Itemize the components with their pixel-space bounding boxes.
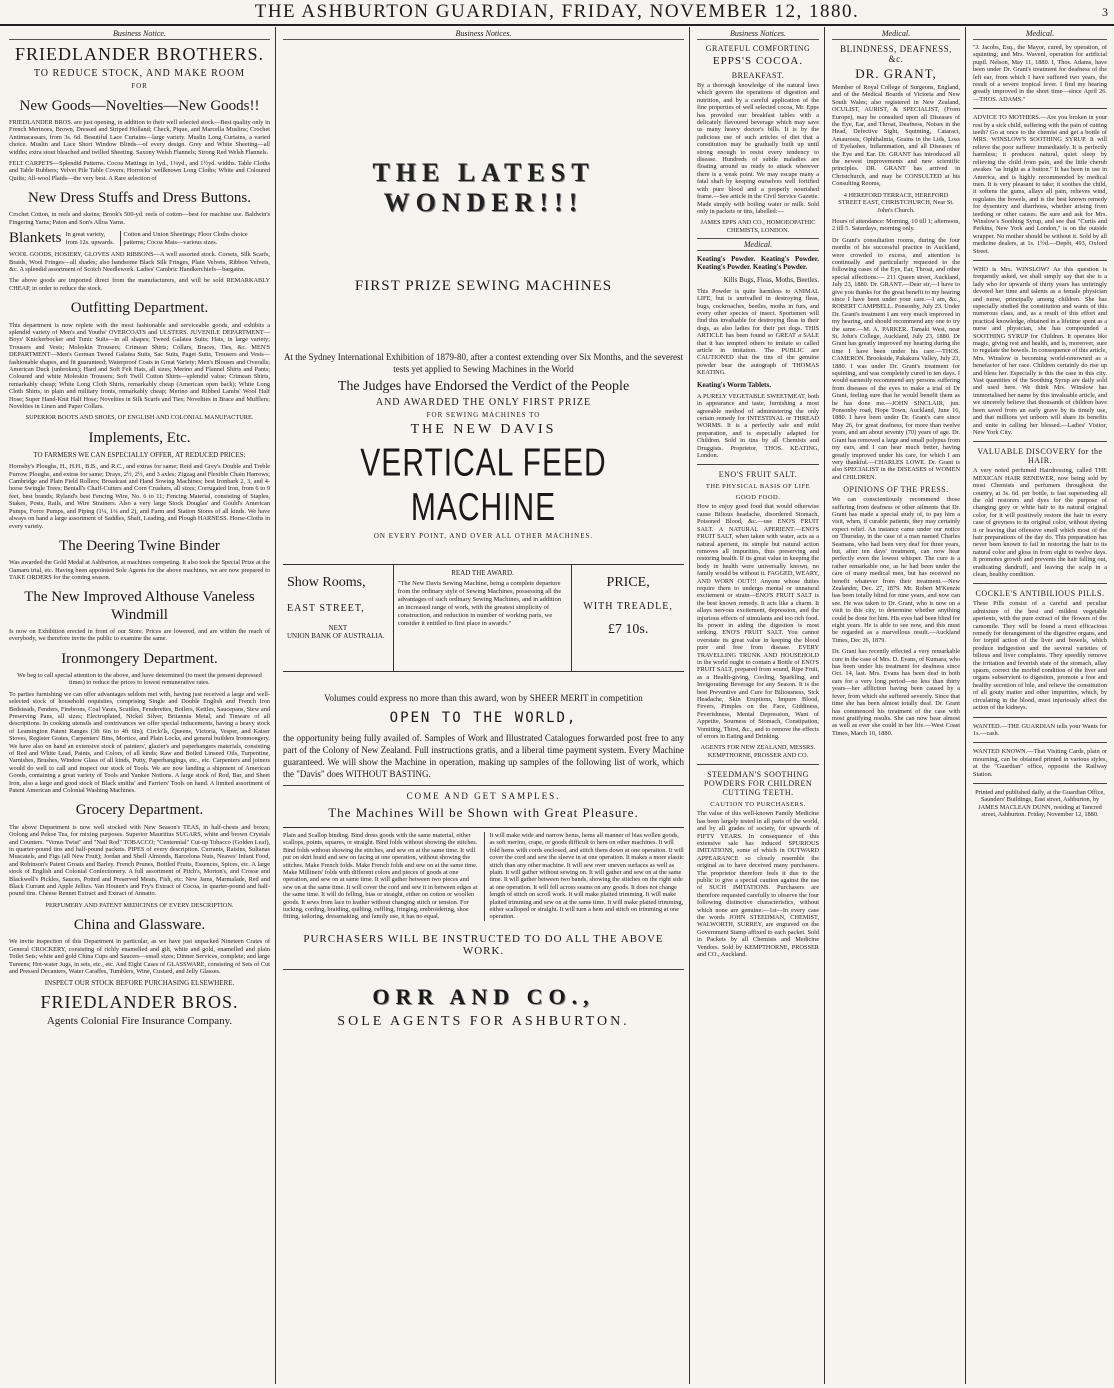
worm-tablets-heading: Keating's Worm Tablets. xyxy=(697,380,771,389)
cockle-heading: COCKLE'S ANTIBILIOUS PILLS. xyxy=(975,589,1105,599)
grocery-text: The above Department is now well stocked with New Season's TEAS, in half-chests and boxes; Oolong and Pekoe Tea, for mixing purposes. Superior Mauritius SUGARS, white and brown Crystals and Counters. "Venus Twist" and "Nail Rod" TOBACCO; "Centennial" Cut-up Tobacco (Golden Leaf), in quarter-pound tins and half-pound packets. PIPES of every description. Currants, Raisins, Sultanas Muscatels, and Figs (all New Fruit); Jordan and Shell Almonds, Barcelona Nuts, Neaves' Infant Food, and Robinson's Patent Groats and Barley. French Prunes, Bottled Fruits, Essences, Spices, etc. A large stock of English and Colonial Confectionery. A full assortment of Pitch's, Morton's, and Crosse and Blackwell's Pickles, Sauces, Potted and Preserved Meats, Fish, etc. New Jams, Marmalade, Red and Black Currant and Apple Jellies. Van Houten's and Fry's Extract of Cocoa, in quarter-pound and half-pound tins. Cheese Rennet Extract and Extract of Annatto. xyxy=(9,823,270,898)
column-dr-grant xyxy=(827,27,966,1384)
east-street-label: EAST STREET, xyxy=(287,603,365,614)
divider xyxy=(973,441,1107,442)
worm-tablets-text: A PURELY VEGETABLE SWEETMEAT, both in appearance and taste, furnishing a most agreeable method of administering the only certain remedy for INTESTINAL or THREAD WORMS. It is a perfectly safe and mild preparation, and is especially adapted for Children. Sold in tins by all Chemists and Druggists. Proprietor, THOS. KEATING, London. xyxy=(697,392,819,460)
dr-grant-heading: DR. GRANT, xyxy=(855,66,937,81)
superior-boots: SUPERIOR BOOTS AND SHOES, OF ENGLISH AND COLONIAL MANUFACTURE. xyxy=(25,414,254,422)
read-award-heading: READ THE AWARD. xyxy=(451,569,514,577)
open-to-world: OPEN TO THE WORLD, xyxy=(389,710,578,726)
blankets-note: In great variety, from 12s. upwards. xyxy=(65,231,115,246)
divider xyxy=(973,260,1107,261)
page-number: 3 xyxy=(1102,5,1108,19)
farmers-offer: TO FARMERS WE CAN ESPECIALLY OFFER, AT REDUCED PRICES: xyxy=(33,451,246,460)
ironmongery-text: To parties furnishing we can offer advantages seldom met with, having just received a large and well-selected stock of household requisites, comprising Single and Double English and French Iron Bedsteads, Fenders, Firebrons, Coal Vases, Scuttles, Fenderettes, Boilers, Kettles, Saucepans, Stew and Preserving Pans, all sizes; Electroplated, Nickel Silver, Britannia Metal, and Tinware of all descriptions. In cooking utensils and contrivances we offer special inducements, having a heavy stock of Leamington Patent Ranges (3ft 6in to 4ft 6in); Circlo'ls, Queens, Victoria, Vesper, and Kaiser Stoves, Register Grates, Carpenters' Bins, Mortice, and Plain Locks, and general builders Ironmongery. We have also on hand an extensive stock of painters', glazier's and paperhangers materials, consisting of Red and White Lead, Paints, and Colors, of all kinds; Raw and Boiled Linseed Oils, Turpentine, Varnishes, Brushes, Window Glass of all kinds, Putty, Paperhangings, etc., etc. Carpenters and joiners would do well to call and inspect our stock of Tools. We are now landing a shipment of American Goods, containing a great variety of Tools and Yankee Notions. A large stock of Rod, Bar, and Sheet Iron, also a large and good stock of Black smiths' and Farriers' Tools on hand. A limited assortment of Patent American and Colonial Washing Machines. xyxy=(9,690,270,795)
implements-heading: Implements, Etc. xyxy=(88,429,191,446)
inspect-stock: INSPECT OUR STOCK BEFORE PURCHASING ELSEWHERE. xyxy=(44,979,235,988)
vertical-feed-heading: VERTICAL FEED MACHINE xyxy=(360,441,607,529)
opinions-heading: OPINIONS OF THE PRESS. xyxy=(843,485,949,495)
every-point: ON EVERY POINT, AND OVER ALL OTHER MACHINES. xyxy=(373,532,594,540)
work-list-left: Plain and Scallop binding. Bind dress goods with the same material, either scallops, points, squares, or straight. Bind folds without showing the stitches. Bind folds without showing the stitches, and sew on at the same time. It will put on skirt braid and sew on facing at one operation, without showing the stitches. Make French folds. Make French folds and sew on at the same time. Make Milliners' folds with different colors and pieces of goods at one operation, and sew on at same time. It will gather between two pieces and sew on at the same time. It will cover the cord and sew it in between edges at the same time. It will do felling, bias or straight, either on cotton or woollen goods. It sews from lace to leather without changing stitch or tension. For tucking, cording, braiding, quilting, ruffling, fringing, embroidering, shoe fitting, tailoring, dressmaking, and family use, it has no equal. xyxy=(283,832,478,921)
with-treadle-label: WITH TREADLE, xyxy=(583,601,673,612)
show-rooms-label: Show Rooms, xyxy=(287,575,366,590)
who-is-winslow: WHO is Mrs. WINSLOW? As this question is frequently asked, we shall simply say that she is a lady who for upwards of thirty years has untiringly devoted her time and talents as a female physician and nurse, principally among children. She has especially studied the constitution and wants of this numerous class, and, as a result of this effort and practical knowledge, obtained in a lifetime spent as a nurse and physician, she has compounded a SOOTHING SYRUP for Children. It operates like magic, giving rest and health, and is, moreover, sure to regulate the bowels. In consequence of this article, Mrs. Winslow is becoming world-renowned as a benefactor of her race. Children certainly do rise up and bless her. Especially is this the case in this city. Vast quantities of the Soothing Syrup are daily sold and used here. We think Mrs. Winslow has immortalised her name by this invaluable article, and we sincerely believe that thousands of children have been saved from an early grave by its timely use, and that millions yet unborn will share its benefits and unite in calling her blessed.—Ladies' Visitor, New York City. xyxy=(973,265,1107,436)
divider xyxy=(283,785,684,786)
column-heading: Business Notices. xyxy=(283,29,684,40)
kills-list: Kills Bugs, Fleas, Moths, Beetles. xyxy=(723,275,819,284)
blankets-heading: Blankets xyxy=(9,230,62,247)
felt-carpets: FELT CARPETS—Splendid Patterns. Cocoa Mattings in 1yd., 1¼yd., and 1½yd. widths. Table Cloths and Table Rubbers; Velvet Pile Table Covers; Horrocks' wellknown Long Cloths; White and Coloured Quilts; All-wool Plaids—the very best. A Rare selection of xyxy=(9,159,270,182)
eno-agents: AGENTS FOR NEW ZEALAND, MESSRS. KEMPTHORNE, PROSSER AND CO. xyxy=(700,744,816,759)
althouse-heading: The New Improved Althouse Vaneless Windmill xyxy=(24,589,255,623)
outfitting-heading: Outfitting Department. xyxy=(70,300,209,317)
wanted-guardian: WANTED.—THE GUARDIAN tells your Wants for 1s.—cash. xyxy=(973,722,1107,737)
implements-text: Hornsby's Ploughs, H., H.H., B.B., and R.C., and extras for same; Reid and Grey's Double and Treble Furrow Ploughs, and extras for same; Drays, 2½, 2½, and 3 axles; Zigzag and Flexible Chain Harrows; Cambridge and Plain Field Rollers; Broadcast and Hand Sowing Machines; best Ironbark 2, 3, and 4-horse Swingle Trees; Bentall's Chaff-Cutters and Corn Crushers, all sizes; Corrugated Iron, from 6 to 9 feet, best brands; Ryland's best Fencing Wire, No. 6 to 11; Fencing Material, consisting of Staples, Stakes, Posts, Rails, and Wire Strainers. Also a very large Stock Douglas' and Gould's American Pumps, Force Pumps, and Piping (1¼, 1¼ and 2), and Farm and Station Stores of all kinds. We have always on hand a large assortment of Saddles, Shaft, Leading, and Plough HARNESS. Horse-Cloths in every variety. xyxy=(9,463,270,530)
china-text: We invite inspection of this Department in particular, as we have just unpacked Nineteen Crates of General CROCKERY, consisting of richly enamelled and gilt, white and gold, enamelled and plain Toilet Sets; white and gold China Cups and Saucers—small sizes; Dinner Services, complete; and large Tureens; Hot-water Jugs, in sets, etc., etc. And Eight Cases of GLASSWARE, consisting of Sets of Cut and Pressed Decanters, Water Caraffes, Tumblers, Wine, Custard, and Jelly Glasses. xyxy=(9,938,270,976)
price-amount: £7 10s. xyxy=(607,622,649,637)
orr-and-co: ORR AND CO., xyxy=(372,983,595,1009)
cockle-text: These Pills consist of a careful and peculiar admixture of the best and mildest vegetable aperients, with the pure extract of the flowers of the camomile. They will be found a most efficacious remedy for derangement of the digestive organs, and for torpid action of the liver and bowels, which produce indigestion and the several varieties of bilious and liver complaints. They speedily remove the irritation and feverish state of the stomach, allay spasm, correct the morbid condition of the liver and organs subservient to digestion, promote a free and healthy secretion of bile, and relieve the constitution of all gouty matter and other impurities, which, by circulating in the blood, must injuriously affect the action of the kidneys. xyxy=(973,600,1107,712)
purchasers-instructed: PURCHASERS WILL BE INSTRUCTED TO DO ALL THE ABOVE WORK. xyxy=(303,932,664,957)
column-heading: Medical. xyxy=(973,29,1107,40)
column-heading: Business Notice. xyxy=(9,29,270,40)
grant-intro: Member of Royal College of Surgeons, England, and of the Medical Boards of Victoria and New South Wales; also registered in New Zealand, OCULIST, AURIST, & SPECIALIST, (From Europe), may be consulted upon all Diseases of the Eye, Ear, and Throat, Deafness, Noises in the Head, Defective Sight, Squinting, Cataract, Amaurosis, Ophthalmia, Grains in the Lids, Loss of Eyelashes, Inflammation, and all Diseases of the Eye and Ear. Dr. GRANT has introduced all the newest improvements and new scientific principles. DR. GRANT has arrived in Christchurch, and may be CONSULTED at his Consulting Rooms, xyxy=(832,84,960,188)
crochet-text: Crochet Cotton, in reels and skeins; Brook's 500-yd. reels of cotton—best for machine use. Baldwin's Fingering Yarns; Paton and Son's Alloa Yarns. xyxy=(9,211,270,226)
agents-fire-insurance: Agents Colonial Fire Insurance Company. xyxy=(46,1015,233,1028)
divider xyxy=(973,108,1107,109)
blindness-heading: BLINDNESS, DEAFNESS, &c. xyxy=(840,44,952,64)
epps-address: JAMES EPPS AND CO., HOMOEOPATHIC CHEMISTS, LONDON. xyxy=(700,219,816,234)
judges-endorsed: The Judges have Endorsed the Verdict of the People xyxy=(337,379,630,394)
divider xyxy=(697,764,819,765)
opinions-text: We can conscientiously recommend those suffering from deafness or other ailments that Dr. Grant has made a special study of, to pay him a visit, when, if curable patients, they may certainly expect relief. An instance came under our notice on Thursday, in the case of a man named Charles Seamans, who had been very deaf for three years, but, after ten days' treatment, can now hear perfectly even the lowest whisper. The cure is a rather remarkable one, as he had been under the care of many medical men, but has received no benefit whatever from their treatment.—New Zealander, Dec. 27, 1879. Mr. Robert M'Kenzie has been totally blind for nine years, and now can see. He was taken to Dr. Grant, who is now on a visit to this city, to determine whether anything could be done for him. His eyes had been blind for eight years. He is able to see now, and this must be regarded as a marvellous result.—Auckland Times, Dec 26, 1879. xyxy=(832,496,960,644)
deering-text: Was awarded the Gold Medal at Ashburton, at machines competing. It also took the Special Prize at the Oamaru trial, etc. Having been appointed Sole Agents for the above machines, we are now prepared to TAKE ORDERS for the coming season. xyxy=(9,559,270,581)
come-get-samples: COME AND GET SAMPLES. xyxy=(406,791,561,801)
price-box xyxy=(572,565,684,671)
grant-terrace: 4 HEREFORD TERRACE, HEREFORD STREET EAST, CHRISTCHURCH, Near St. John's Church. xyxy=(838,191,954,214)
eno-heading: ENO'S FRUIT SALT. xyxy=(718,470,798,480)
work-list xyxy=(283,827,684,921)
volumes-text: Volumes could express no more than this award, won by SHEER MERIT in competition xyxy=(324,693,643,703)
epps-text: By a thorough knowledge of the natural laws which govern the operations of digestion and nutrition, and by a careful application of the fine properties of well selected cocoa, Mr. Epps has provided our breakfast tables with a delicately flavoured beverage which may save us many heavy doctor's bills. It is by the judicious use of such articles of diet that a constitution may be gradually built up until strong enough to resist every tendency to disease. Hundreds of subtle maladies are floating around us ready to attack wherever there is a weak point. We may escape many a fatal shaft by keeping ourselves well fortified with pure blood and a properly nourished frame.—See article in the Civil Service Gazette. Made simply with boiling water or milk. Sold only in packets or tins, labelled:— xyxy=(697,82,819,215)
ironmongery-intro: We beg to call special attention to the above, and have determined (to meet the present depressed times) to reduce the prices to lowest remunerative rates. xyxy=(17,671,262,687)
machines-shown: The Machines Will be Shown with Great Pleasure. xyxy=(328,805,639,820)
price-label: PRICE, xyxy=(606,575,650,590)
friedlander-bottom: FRIEDLANDER BROS. xyxy=(40,991,239,1012)
sole-agents: SOLE AGENTS FOR ASHBURTON. xyxy=(337,1013,630,1029)
wanted-known: WANTED KNOWN.—That Visiting Cards, plain or mourning, can be obtained printed in various styles, at the "Guardian" office, opposite the Railway Station. xyxy=(973,748,1107,778)
valuable-discovery-heading: VALUABLE DISCOVERY for the HAIR. xyxy=(977,447,1103,466)
steedman-text: The value of this well-known Family Medicine has been largely tested in all parts of the world, and by all grades of society, for upwards of FIFTY YEARS. In consequence of this extensive sale has induced SPURIOUS IMITATIONS, some of which in OUTWARD APPEARANCE so closely resemble the original as to have deceived many purchasers. The proprietor therefore feels it due to the public to give a special caution against the use of SUCH IMITATIONS. Purchasers are therefore requested carefully to observe the four following distinctive characteristics, without which none are genuine:—1st—In every case the words JOHN STEEDMAN, CHEMIST, WALWORTH, SURREY, are engraved on the Government Stamp affixed to each packet. Sold in Packets by all Chemists and Medicine Vendors. Sold by KEMPTHORNE, PROSSER and CO., Auckland. xyxy=(697,810,819,958)
divider xyxy=(697,464,819,465)
epps-cocoa-heading: EPPS'S COCOA. xyxy=(712,55,804,67)
divider xyxy=(283,969,684,970)
eno-subheading: THE PHYSICAL BASIS OF LIFE xyxy=(705,483,811,491)
friedlander-intro: FRIEDLANDER BROS. are just opening, in addition to their well selected stock—Best quality only in French Merinoes, Brown, Dressed and Striped Holland; Check, Pique, and Marcella Muslins; Crochet Antimacassars, from 3s. 6d. Beautiful Lace Curtains—large variety. Muslin Long Curtains, a varied choice. Muslin and Lace Short Window Blinds—of every design. Grey and White Sheeting—all widths; extra stout bleached and twilled Sheeting. Saxony Welsh Flannels; Strong Red Welsh Flannels. xyxy=(9,118,270,156)
column-friedlander xyxy=(4,27,276,1384)
sydney-exhibition-intro: At the Sydney International Exhibition of 1879-80, after a contest extending over Six Months, and the severest tests yet applied to Sewing Machines in the World xyxy=(284,352,683,374)
work-list-right: It will make wide and narrow hems, hems all manner of bias wollen goods, as soft merino, crape, or goods difficult to hem on other machines. It will fold hems with cords enclosed, and stitch them down at one operation. It will cover the cord and sew the sleeve in at one operation. It makes a more elastic stitch than any other machine. It will sew over uneven surfaces as well as plain. It will gather without sewing on. It will gather and sew on at the same time. It will gather between two bands, showing the stitches on the right side at one operation. It will fell across seams on any goods. It does not change length of stitch on scroll work. It will make plaited trimming. It will make plaited trimming and sew on at the same time. It will make plaited trimming, either scalloped or straight. It will turn a hem and stitch on trimming at one operation. xyxy=(484,832,685,921)
showroom-price-box xyxy=(283,564,684,672)
blankets-row xyxy=(9,230,270,247)
column-cocoa-keating-eno xyxy=(692,27,825,1384)
masthead xyxy=(0,0,1114,26)
friedlander-title: FRIEDLANDER BROTHERS. xyxy=(14,44,264,64)
ironmongery-heading: Ironmongery Department. xyxy=(61,650,218,667)
next-label: NEXT xyxy=(328,624,348,632)
award-quote: "The New Davis Sewing Machine, being a complete departure from the ordinary style of Sewing Machines, possessing all the advantages of such ordinary Sewing Machines, and in addition an increased range of work, with the greatest simplicity of construction, and reduction in number of working parts, we consider it entitled to first place in awards." xyxy=(397,580,562,627)
divider xyxy=(973,717,1107,718)
awarded-only-prize: AND AWARDED THE ONLY FIRST PRIZE xyxy=(375,397,592,408)
wool-goods: WOOL GOODS, HOSIERY, GLOVES AND RIBBONS—A well assorted stock. Corsets, Silk Scarfs, Braids, Wool Fringes—all shades; also handsome Black Silk Fringes, Plain Velvets, Ribbon Velvets, &c. A splendid assortment of Scotch Needlework. Ladies' Cambric Handkerchiefs—bargains. xyxy=(9,251,270,274)
keating-text: This Powder is quite harmless to ANIMAL LIFE, but is unrivalled in destroying fleas, bugs, cockroaches, beetles, moths in furs, and every other species of insect. Sportsmen will find this invaluable for destroying fleas in their dogs, as also ladies for their pet dogs. THIS ARTICLE has been found so GREAT a SALE that it has tempted others to imitate so called article in imitation. The PUBLIC are CAUTIONED that the tins of the genuine powder bear the autograph of THOMAS KEATING. xyxy=(697,287,819,377)
reduce-stock: TO REDUCE STOCK, AND MAKE ROOM xyxy=(33,67,246,79)
eno-text: How to enjoy good food that would otherwise cause Bilious headache, disordered Stomach, Poisoned Blood, &c.—use ENO'S FRUIT SALT. A NATURAL APERIENT.—ENO'S FRUIT SALT, when taken with water, acts as a natural aperient, its simple but natural action removes all impurities, thus preserving and restoring health. If its great value in keeping the body in health were universally known, no family would be without it. FAGGED, WEARY, AND WORN OUT!!! Anyone whose duties require them to undergo mental or unnatural excitement or strain—ENO'S FRUIT SALT is the best known remedy. It acts like a charm. It allays nervous excitement, depression, and the injurious effects of stimulants and too rich food. Its power in aiding the digestion is most striking. ENO'S FRUIT SALT. You cannot overstate its great value in keeping the blood pure and free from disease. EVERY TRAVELLING TRUNK AND HOUSEHOLD in the world ought to contain a Bottle of ENO'S FRUIT SALT, prepared from sound, Ripe Fruit, as a Health-giving, Cooling, Sparkling, and Invigorating Beverage for any Season. It is the best Preventive and Cure for Biliousness, Sick Headache, Skin Eruptions, Impure Blood, Fevers, Pimples on the Face, Giddiness, Feverishness, Mental Depression, Want of Appetite, Sourness of Stomach, Constipation, Vomiting, Thirst, &c., and to remove the effects of errors in Eating and Drinking. xyxy=(697,503,819,741)
blankets-note-2: Cotton and Union Sheetings; Floor Cloths choice patterns; Cocoa Mats—various sizes. xyxy=(120,231,271,246)
good-food-label: GOOD FOOD. xyxy=(735,494,781,502)
advice-to-mothers: ADVICE TO MOTHERS.—Are you broken in your rest by a sick child, suffering with the pain of cutting teeth? Go at once to the chemist and get a bottle of MRS. WINSLOW'S SOOTHING SYRUP. It will relieve the poor sufferer immediately. It is perfectly harmless; it produces natural, quiet sleep by relieving the child from pain, and the little cherub awakes "as bright as a button." It has been in use in America, and is highly recommended by medical men. It is very pleasant to take; it soothes the child, it softens the gums, allays all pain, relieves wind, regulates the bowels, and is the best known remedy for dysentery and diarrhoea, whether arising from teething or other causes. Be sure and ask for Mrs. Winslow's Soothing Syrup, and see that "Curtis and Perkins, New York and London," is on the outside wrapper. No mother should be without it. Sold by all medicine dealers, at 1s. 1½d.—Depôt, 493, Oxford Street. xyxy=(973,114,1107,255)
for-label: FOR xyxy=(131,81,148,90)
column-heading: Business Notices. xyxy=(697,29,819,40)
grocery-heading: Grocery Department. xyxy=(75,802,204,819)
dress-stuffs-heading: New Dress Stuffs and Dress Buttons. xyxy=(27,190,252,207)
imported-text: The above goods are imported direct from the manufacturers, and will be sold REMARKABLY CHEAP, in order to reduce the stock. xyxy=(9,277,270,292)
grant-hours: Hours of attendance: Morning, 10 till 1; afternoon, 2 till 5. Saturdays, morning only. xyxy=(832,217,960,233)
grant-testimonials: Dr Grant's consultation rooms, during the four months of his successful practice in Auckland, were crowded to excess, and attention is continually and particularly requested to the following cases of the Eye, Ear, Throat, and other special affections:— 211 Queen street, Auckland, July 23, 1880. Dr. GRANT.—Dear sir,—I have to give you thanks for the great benefit to my hearing since I have been under your care.—I am, &c., ROBERT CAMPBELL. Ponsonby, July 23. Under Dr. Grant's treatment I am very much improved in my hearing, and should recommend any one to try the same.—M. A. PARKER. Tamaki West, near St. John's College, Auckland, July 23, 1880. Dr Grant has greatly improved my hearing during the time I have been under his care.—THOS. CAMERON. Brookside, Pakakura Valley, July 23, 1880. I was under Dr. Grant's treatment for squinting, and was completely cured in ten days. I would earnestly recommend any persons suffering from diseases of the eyes to make a trial of Dr Grant, feeling sure that he would benefit them as he has done me.—JOHN SINCLAIR, jun. Ponsonby road, Hope Town, Auckland, June 16, 1880. I have been under Dr. Grant's care since May 26, for great deafness, for more than twelve years, and am about seventy (70) years of age. Dr. Grant has removed a large and small polypus from my ears, and I can hear much better, having greatly improved under his care, for which I am very thankful.—CHARLES LOWE. Dr. Grant is also SPECIALIST in the DISEASES of WOMEN and CHILDREN. xyxy=(832,236,960,481)
breakfast-label: BREAKFAST. xyxy=(731,71,785,80)
keating-powder-list: Keating's Powder. Keating's Powder. Keating's Powder. Keating's Powder. xyxy=(697,255,819,272)
outfitting-text: This department is now replete with the most fashionable and serviceable goods, and exhibits a splendid variety of Men's and Youths' OVERCOATS and ULSTERS. JUVENILE DEPARTMENT—Boys' Knickerbocker and Tunic Suits—in all shapes; Tweed Galatea Suits; Hats, in large variety; Trousers and Vests; Moleskin Trousers; Crimean Shirts; Collars, Braces, Ties, &c. MEN'S DEPARTMENT—Men's German Tweed Galatea Suits, Sac Suits, Paget Suits, Trousers and Vests—fashionable shapes, and fit guaranteed; Waterproof Coats in Great Variety; Men's Blouses and Overalls; American Duck (unbroken); Hard and Soft Felt Hats, all sizes; Merino and Flannel Shirts and Pants; Coloured and white Moleskin Trousers; Soft Twill Cotton Shirts—splendid value; Crimean Shirts, remarkably cheap; White Long Cloth Shirts, remarkably cheap (American open back); White Long Cloth Shirts, in plain and military fronts, remarkably cheap; Merino and Ribbed Lambs' Wool Half Hose; Super Hand-Knit Half Hose; Novelties in Silk Scarfs and Ties; Novelties in Brace and Mufflers; Novelties in Linen and Paper Collars. xyxy=(9,321,270,410)
grateful-comforting: GRATEFUL COMFORTING xyxy=(705,44,811,53)
grant-evans-case: Dr. Grant has recently effected a very remarkable cure in the case of Mrs. D. Evans, of Kumara, who has been under his treatment for deafness since Oct. 14, last. Mrs. Evans has been deaf in both ears for a very long period—no less than thirty years—her affliction having been caused by a fever, from which she suffered severely. Since that time she has been almost totally deaf. Dr. Grant has commenced his treatment of the case with most gratifying results. She can now hear almost as well as ever she could in her life.—West Coast Times, March 10, 1880. xyxy=(832,648,960,737)
valuable-discovery-text: A very noted perfumed Hairdressing, called THE MEXICAN HAIR RENEWER, now being sold by most Chemists and perfumers throughout the country, at 3s. 6d. per bottle, is fast superseding all the old restorers and dyes for the purpose of changing grey or white hair to its natural original color, for it will positively restore the hair in every case of greyness to its original color, without dyeing it or leaving that offensive smell which most of the hair preparations of the day do. This preparation has never been known to fail in restoring the hair to its natural color and gloss in from eight to twelve days. It promotes growth and prevents the hair falling out, eradicating dandruff, and leaving the scalp in a clean, healthy condition. xyxy=(973,467,1107,578)
deering-heading: The Deering Twine Binder xyxy=(59,537,220,554)
divider xyxy=(973,783,1107,784)
first-prize-heading: FIRST PRIZE SEWING MACHINES xyxy=(354,278,613,294)
column-winslow-cockle xyxy=(968,27,1112,1384)
steedman-heading: STEEDMAN'S SOOTHING POWDERS FOR CHILDREN CUTTING TEETH. xyxy=(703,770,813,798)
for-sewing-machines: FOR SEWING MACHINES TO xyxy=(426,411,541,419)
perfumery-text: PERFUMERY AND PATENT MEDICINES OF EVERY DESCRIPTION. xyxy=(45,901,234,909)
column-sewing-machine xyxy=(278,27,690,1384)
new-goods-heading: New Goods—Novelties—New Goods!! xyxy=(19,97,260,114)
althouse-text: Is now on Exhibition erected in front of our Store. Prices are lowered, and are within the reach of everybody, we therefore invite the public to examine the same. xyxy=(9,627,270,643)
opportunity-text: the opportunity being fully availed of. Samples of Work and Illustrated Catalogues forwarded post free to any part of the Colony of New Zealand. Full instructions gratis, and a liberal time payment system. Every Machine guaranteed. We will show the Machine in operation, making up samples of the following list of work, which the "Davis" does WITHOUT BASTING. xyxy=(283,733,684,779)
showroom-box xyxy=(283,565,393,671)
imprint: Printed and published daily, at the Guardian Office, Saunders' Buildings, East street, Ashburton, by JAMES MACLEAN DUNN, residing at Tancred street, Ashburton. Friday, November 12, 1880. xyxy=(975,788,1105,819)
union-bank-label: UNION BANK OF AUSTRALIA. xyxy=(287,632,385,640)
divider xyxy=(973,742,1107,743)
china-heading: China and Glassware. xyxy=(73,917,206,934)
jacobs-testimonial: "J. Jacobs, Esq., the Mayor, cured, by operation, of squinting; and Mrs. Wavenl, operation for artificial pupil. Nelson, May 11, 1880. I, Thos. Adams, have been under Dr. Grant's treatment for deafness of the left ear, from which I have suffered two years, the result of a severe tropical fever. I find my hearing greatly improved in the short time—since April 26.—THOS. ADAMS." xyxy=(973,44,1107,103)
latest-wonder-heading: THE LATEST WONDER!!! xyxy=(372,158,595,217)
column-heading: Medical. xyxy=(832,29,960,40)
caution-heading: CAUTION TO PURCHASERS. xyxy=(710,801,806,809)
new-davis-heading: THE NEW DAVIS xyxy=(410,422,557,437)
award-box xyxy=(393,565,573,671)
medical-heading: Medical. xyxy=(697,238,819,251)
masthead-title: THE ASHBURTON GUARDIAN, FRIDAY, NOVEMBER 12, 1880. xyxy=(254,1,860,22)
divider xyxy=(973,583,1107,584)
